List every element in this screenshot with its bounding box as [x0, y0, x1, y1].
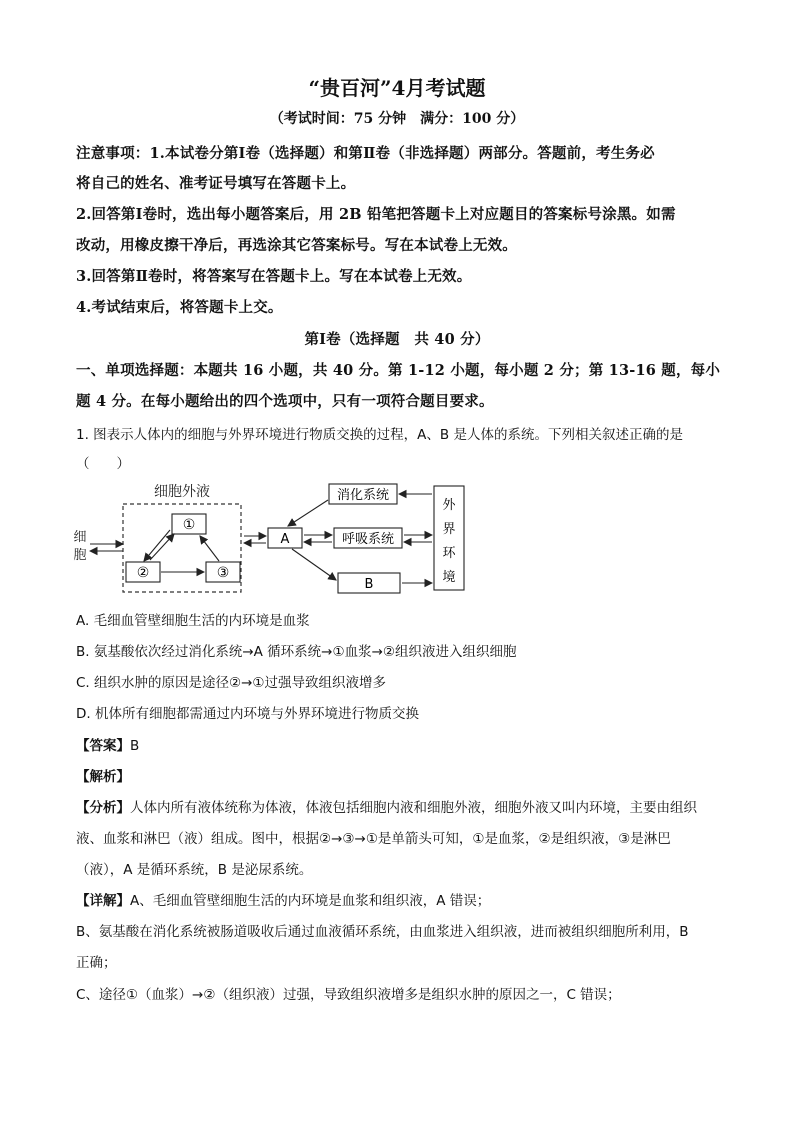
fenxi-tag: 【分析】	[76, 800, 130, 816]
cell-label-2: 胞	[73, 548, 87, 563]
note-line-1: 注意事项：1.本试卷分第Ⅰ卷（选择题）和第Ⅱ卷（非选择题）两部分。答题前，考生务必	[76, 145, 655, 162]
node-b-label: B	[364, 577, 374, 592]
question-stem-1: 1. 图表示人体内的细胞与外界环境进行物质交换的过程，A、B 是人体的系统。下列相关叙述正确的是	[76, 427, 683, 443]
note-line-2: 将自己的姓名、准考证号填写在答题卡上。	[76, 175, 356, 192]
section-heading: 第Ⅰ卷（选择题 共 40 分）	[304, 331, 490, 348]
answer-line	[76, 734, 139, 754]
xiangjie-line-2: B、氨基酸在消化系统被肠道吸收后通过血液循环系统，由血浆进入组织液，进而被组织细胞所利用，B	[76, 924, 689, 940]
note-line-5: 3.回答第Ⅱ卷时，将答案写在答题卡上。写在本试卷上无效。	[76, 268, 472, 285]
respiratory-system-label: 呼吸系统	[341, 532, 395, 547]
external-char-4: 境	[442, 570, 456, 585]
answer-tag: 【答案】	[76, 738, 130, 754]
option-b: B. 氨基酸依次经过消化系统→A 循环系统→①血浆→②组织液进入组织细胞	[76, 644, 517, 660]
option-d: D. 机体所有细胞都需通过内环境与外界环境进行物质交换	[76, 706, 419, 722]
xiangjie-line-1	[76, 889, 490, 909]
fenxi-text-1: 人体内所有液体统称为体液，体液包括细胞内液和细胞外液，细胞外液又叫内环境，主要由组织	[130, 800, 697, 816]
external-char-2: 界	[442, 522, 456, 537]
xiangjie-line-4: C、途径①（血浆）→②（组织液）过强，导致组织液增多是组织水肿的原因之一，C 错误；	[76, 987, 621, 1003]
node-a-label: A	[280, 532, 290, 547]
answer-value: B	[130, 738, 140, 754]
option-c: C. 组织水肿的原因是途径②→①过强导致组织液增多	[76, 675, 387, 691]
exam-info: （考试时间：75 分钟 满分：100 分）	[269, 111, 525, 127]
section-instruction-1: 一、单项选择题：本题共 16 小题，共 40 分。第 1-12 小题，每小题 2 分；第 13-16 题，每小	[76, 362, 721, 379]
xiangjie-text-1: A、毛细血管壁细胞生活的内环境是血浆和组织液，A 错误；	[130, 893, 491, 909]
arrow-3-to-1	[200, 536, 219, 561]
note-line-3: 2.回答第Ⅰ卷时，选出每小题答案后，用 2B 铅笔把答题卡上对应题目的答案标号涂黑。如需	[76, 206, 676, 223]
external-char-3: 环	[442, 546, 456, 561]
analysis-tag: 【解析】	[76, 769, 130, 785]
arrow-digestive-to-a	[288, 500, 328, 526]
note-line-4: 改动，用橡皮擦干净后，再选涂其它答案标号。写在本试卷上无效。	[76, 237, 517, 254]
section-instruction-2: 题 4 分。在每小题给出的四个选项中，只有一项符合题目要求。	[76, 393, 494, 410]
cell-label-1: 细	[73, 530, 87, 545]
page-title: “贵百河”4月考试题	[308, 76, 486, 100]
node-2-label: ②	[136, 565, 150, 581]
external-char-1: 外	[442, 498, 456, 513]
arrow-2-to-1	[150, 534, 174, 560]
exchange-diagram	[66, 478, 476, 596]
extracellular-label: 细胞外液	[154, 484, 210, 500]
arrow-a-to-b	[292, 549, 336, 580]
fenxi-line-1	[76, 796, 697, 816]
note-line-6: 4.考试结束后，将答题卡上交。	[76, 299, 283, 316]
fenxi-line-2: 液、血浆和淋巴（液）组成。图中，根据②→③→①是单箭头可知，①是血浆，②是组织液，③是淋巴	[76, 831, 671, 847]
xiangjie-tag: 【详解】	[76, 893, 130, 909]
fenxi-line-3: （液），A 是循环系统，B 是泌尿系统。	[76, 862, 313, 878]
arrow-1-to-2	[144, 530, 170, 561]
option-a: A. 毛细血管壁细胞生活的内环境是血浆	[76, 613, 310, 629]
xiangjie-line-3: 正确；	[76, 955, 117, 971]
node-1-label: ①	[182, 517, 196, 533]
node-3-label: ③	[216, 565, 230, 581]
question-stem-2: （ ）	[76, 456, 130, 472]
digestive-system-label: 消化系统	[336, 488, 390, 503]
